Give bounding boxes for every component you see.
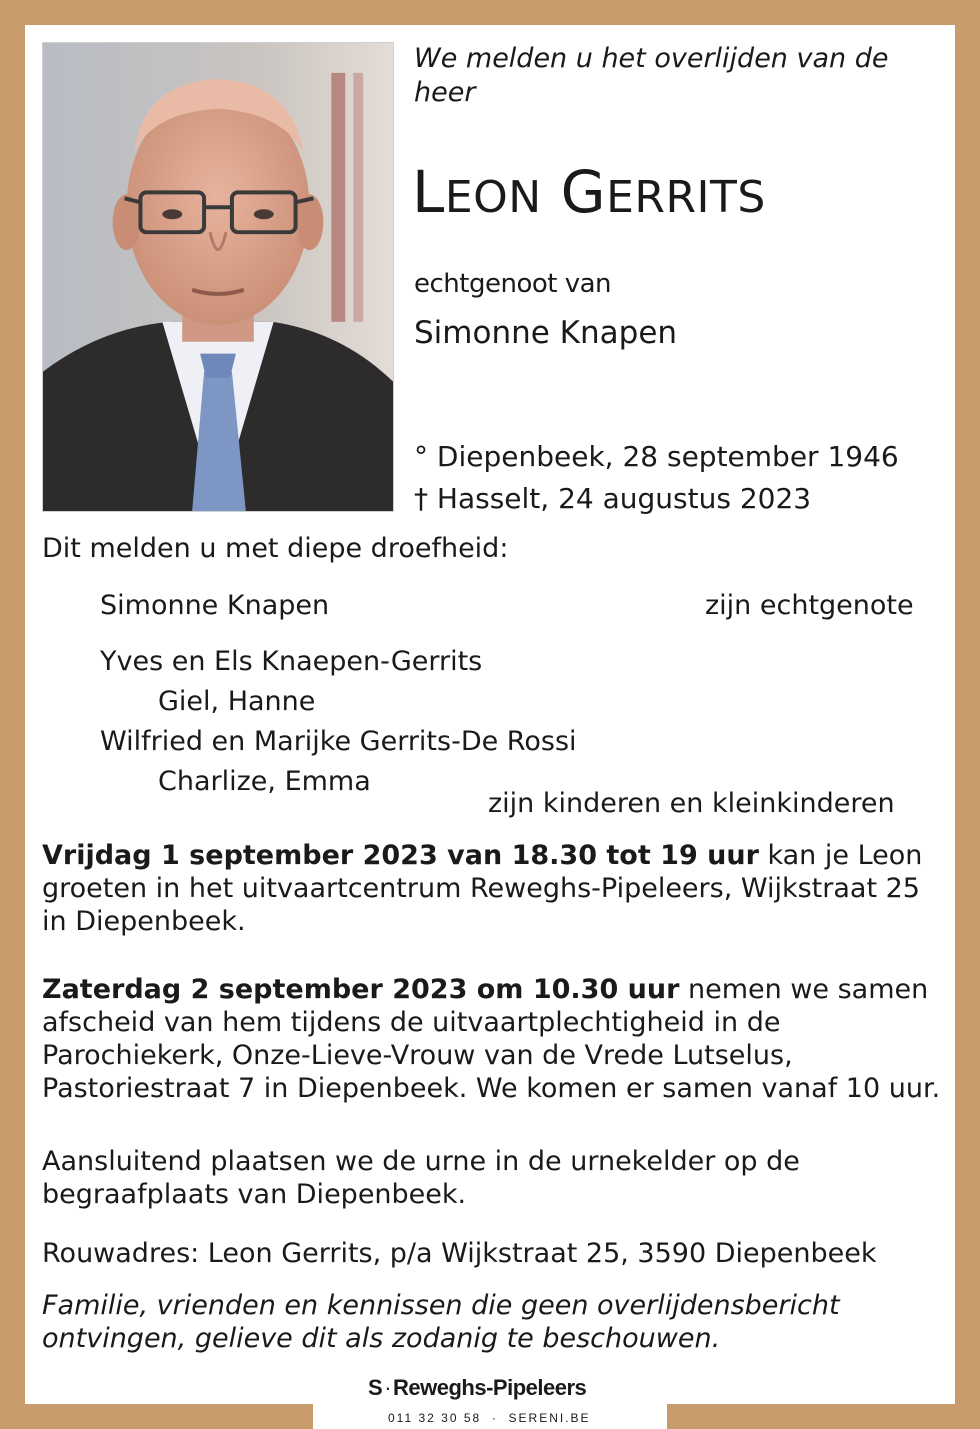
funeral-home-contact — [388, 1411, 591, 1425]
spouse-name: Simonne Knapen — [414, 315, 678, 351]
border-band-right — [667, 1404, 980, 1429]
family-member: Simonne Knapen — [100, 590, 330, 621]
logo-separator: · — [384, 1375, 392, 1400]
portrait-photo — [42, 42, 394, 512]
ceremony-text: nemen we samen afscheid van hem tijdens de uitvaartplechtigheid in de Parochiekerk, Onze-Lieve-Vrouw van de Vrede Lutselus, Pastoriestraat 7 in Diepenbeek. We komen er samen vanaf 10 uur. — [42, 974, 941, 1104]
relation-children: zijn kinderen en kleinkinderen — [488, 788, 895, 819]
ceremony-date: Zaterdag 2 september 2023 om 10.30 uur — [42, 974, 680, 1005]
border-band-left — [0, 1404, 313, 1429]
relation-spouse: zijn echtgenote — [705, 590, 914, 621]
birth-line: ° Diepenbeek, 28 september 1946 — [414, 440, 899, 473]
last-name-initial: G — [560, 158, 607, 226]
intro-line: Dit melden u met diepe droefheid: — [42, 533, 509, 564]
burial-paragraph: Aansluitend plaatsen we de urne in de urnekelder op de begraafplaats van Diepenbeek. — [42, 1146, 800, 1210]
website: SERENI.BE — [508, 1411, 591, 1425]
death-line: † Hasselt, 24 augustus 2023 — [414, 482, 812, 515]
last-name-rest: ERRITS — [606, 172, 766, 223]
address-line: Rouwadres: Leon Gerrits, p/a Wijkstraat 25, 3590 Diepenbeek — [42, 1238, 877, 1269]
spouse-label: echtgenoot van — [414, 269, 612, 299]
first-name-initial: L — [412, 158, 445, 226]
visitation-paragraph — [42, 839, 942, 938]
ceremony-paragraph — [42, 973, 942, 1105]
visitation-text: kan je Leon groeten in het uitvaartcentrum Reweghs-Pipeleers, Wijkstraat 25 in Diepenbeek. — [42, 840, 923, 937]
funeral-home-name: Reweghs-Pipeleers — [393, 1375, 587, 1400]
closing-paragraph: Familie, vrienden en kennissen die geen overlijdensbericht ontvingen, gelieve dit als zodanig te beschouwen. — [42, 1290, 840, 1354]
funeral-home-logo — [368, 1375, 586, 1401]
family-member: Yves en Els Knaepen-Gerrits — [100, 646, 483, 677]
phone-number: 011 32 30 58 — [388, 1411, 482, 1425]
family-member: Charlize, Emma — [158, 766, 371, 797]
logo-mark: S — [368, 1375, 383, 1400]
visitation-date: Vrijdag 1 september 2023 van 18.30 tot 19 uur — [42, 840, 759, 871]
announcement-text: We melden u het overlijden van de heer — [414, 43, 889, 108]
contact-separator: · — [491, 1411, 498, 1425]
family-member: Giel, Hanne — [158, 686, 316, 717]
family-member: Wilfried en Marijke Gerrits-De Rossi — [100, 726, 577, 757]
deceased-name — [412, 160, 766, 230]
first-name-rest: EON — [444, 172, 542, 223]
